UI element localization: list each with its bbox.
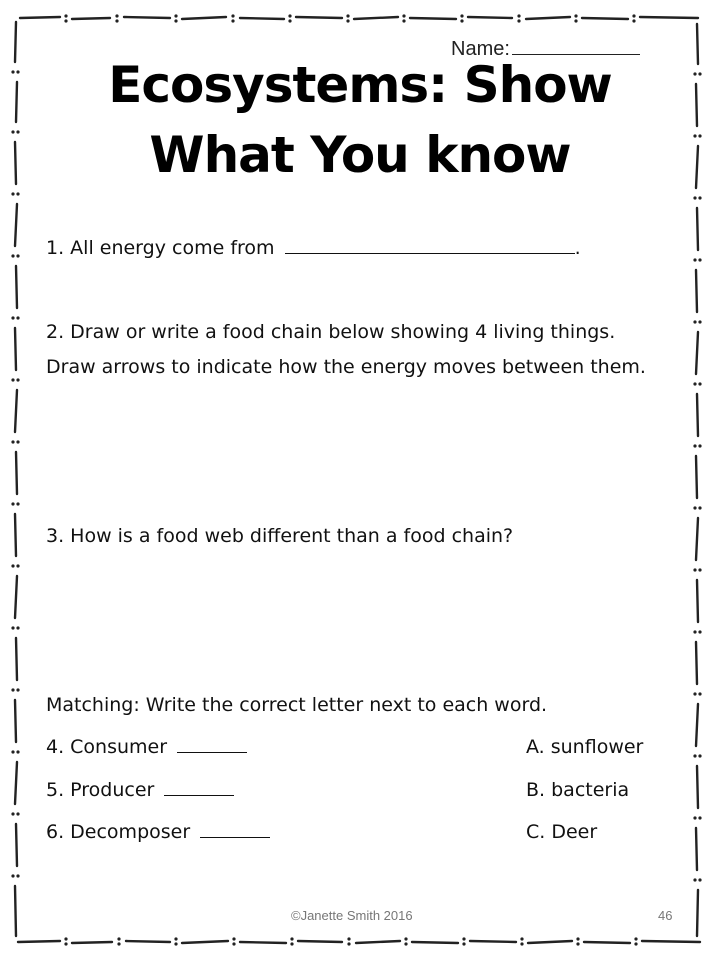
page-title-line-2: What You know (149, 126, 571, 184)
name-label: Name: (451, 38, 510, 60)
matching-option-a: A. sunflower (526, 736, 644, 758)
question-2-line-2: Draw arrows to indicate how the energy moves between them. (46, 356, 646, 378)
matching-answer-blank[interactable] (177, 738, 247, 753)
copyright-notice: ©Janette Smith 2016 (291, 908, 413, 923)
question-1-period: . (574, 237, 581, 259)
matching-option-c: C. Deer (526, 821, 598, 843)
matching-item-decomposer (46, 821, 270, 843)
question-3-answer-area[interactable] (46, 560, 666, 680)
matching-option-b: B. bacteria (526, 779, 630, 801)
question-1 (46, 237, 581, 259)
matching-item-label: 4. Consumer (46, 736, 168, 758)
matching-answer-blank[interactable] (164, 781, 234, 796)
matching-answer-blank[interactable] (200, 823, 270, 838)
question-1-text: 1. All energy come from (46, 237, 275, 259)
matching-instructions: Matching: Write the correct letter next to each word. (46, 694, 548, 716)
matching-item-label: 5. Producer (46, 779, 155, 801)
page-title-line-1: Ecosystems: Show (108, 56, 612, 114)
question-1-answer-blank[interactable] (285, 239, 575, 254)
question-2-line-1: 2. Draw or write a food chain below showing 4 living things. (46, 321, 616, 343)
question-3: 3. How is a food web different than a food chain? (46, 525, 514, 547)
matching-item-consumer (46, 736, 247, 758)
matching-item-producer (46, 779, 234, 801)
matching-item-label: 6. Decomposer (46, 821, 191, 843)
food-chain-answer-area[interactable] (46, 392, 666, 502)
page-number: 46 (658, 908, 673, 923)
